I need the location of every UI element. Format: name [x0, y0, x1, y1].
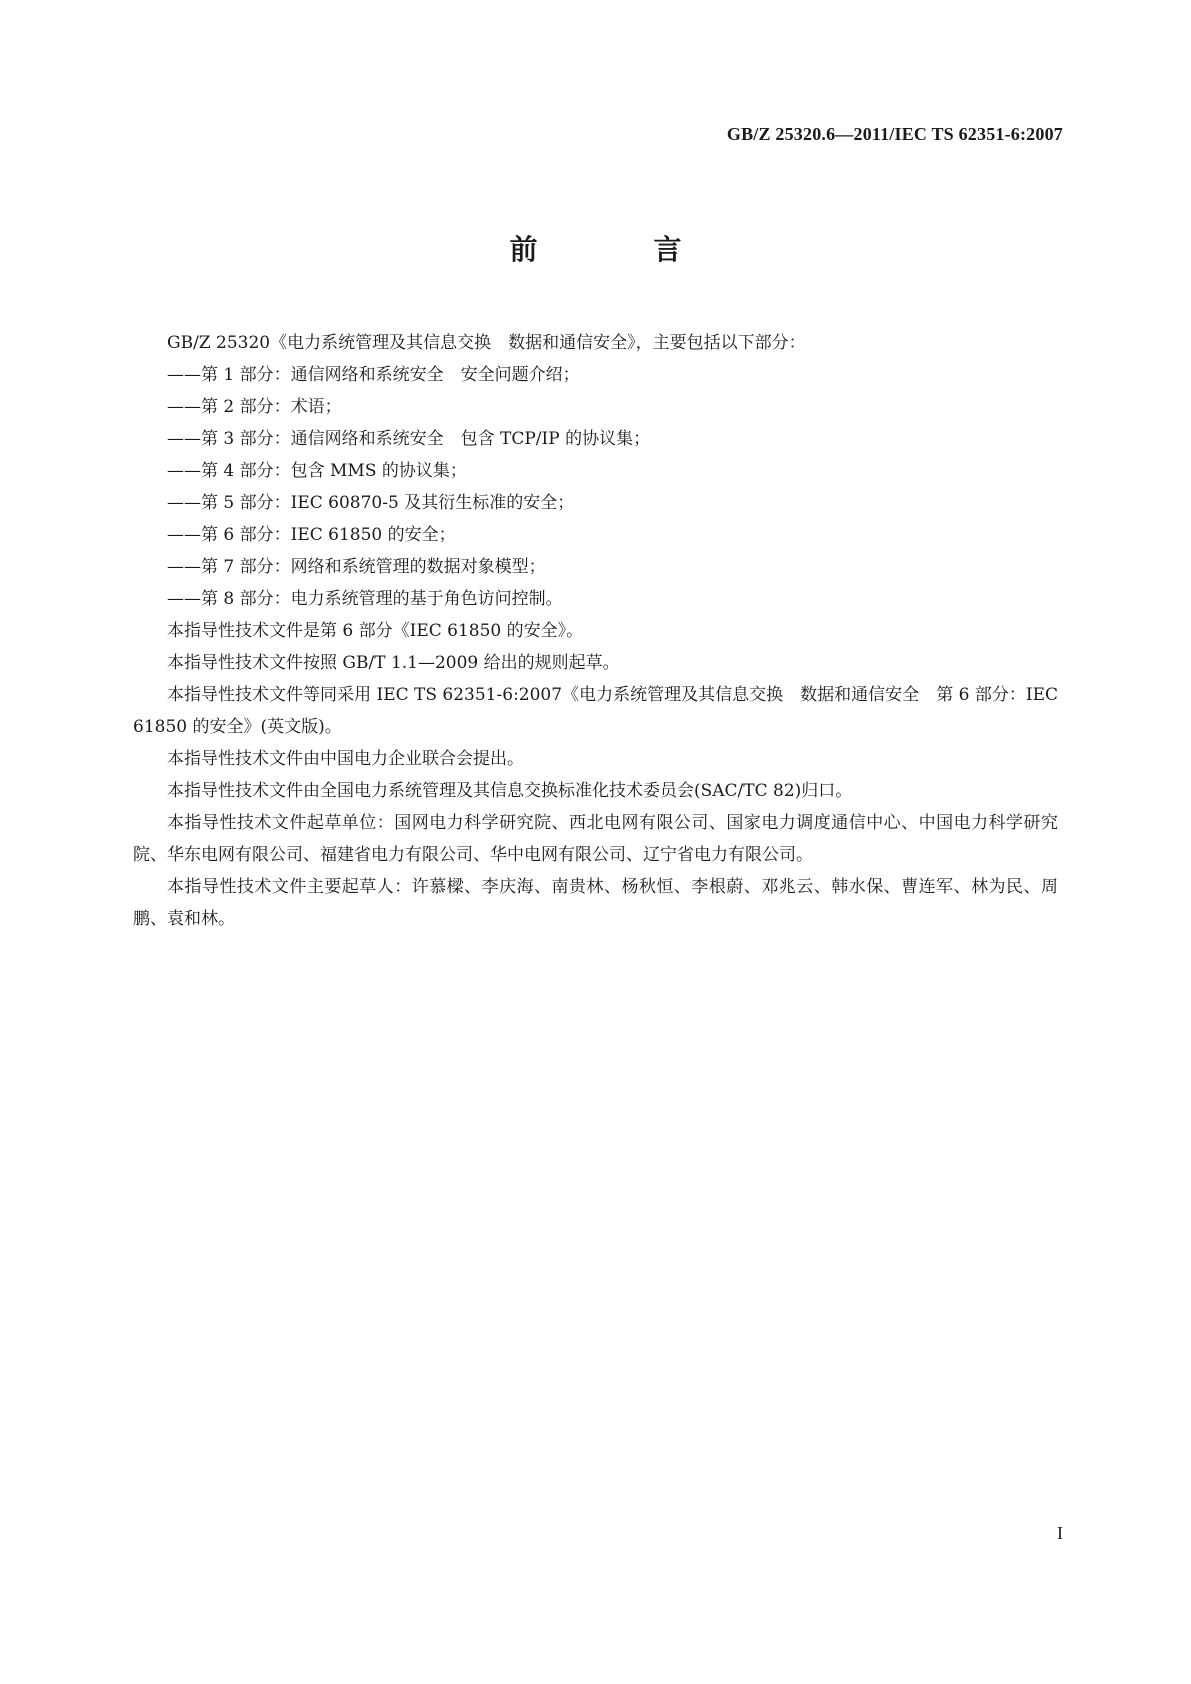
paragraph-intro: GB/Z 25320《电力系统管理及其信息交换 数据和通信安全》，主要包括以下部分： [167, 333, 806, 353]
list-item-part-6: ——第 6 部分：IEC 61850 的安全； [167, 525, 456, 545]
paragraph-drafting-units: 本指导性技术文件起草单位：国网电力科学研究院、西北电网有限公司、国家电力调度通信中心、中国电力科学研究院、华东电网有限公司、福建省电力有限公司、华中电网有限公司、辽宁省电力有限公司。 [133, 813, 1058, 865]
list-item-part-3: ——第 3 部分：通信网络和系统安全 包含 TCP/IP 的协议集； [167, 429, 651, 449]
list-item-part-2: ——第 2 部分：术语； [167, 397, 342, 417]
paragraph-proposer: 本指导性技术文件由中国电力企业联合会提出。 [167, 749, 524, 769]
paragraph-this-part: 本指导性技术文件是第 6 部分《IEC 61850 的安全》。 [167, 621, 584, 641]
paragraph-equivalence: 本指导性技术文件等同采用 IEC TS 62351-6:2007《电力系统管理及其信息交换 数据和通信安全 第 6 部分：IEC 61850 的安全》(英文版)。 [133, 685, 1064, 737]
paragraph-drafters: 本指导性技术文件主要起草人：许慕樑、李庆海、南贵林、杨秋恒、李根蔚、邓兆云、韩水保、曹连军、林为民、周鹏、袁和林。 [133, 877, 1058, 929]
list-item-part-8: ——第 8 部分：电力系统管理的基于角色访问控制。 [167, 589, 563, 609]
paragraph-administrator: 本指导性技术文件由全国电力系统管理及其信息交换标准化技术委员会(SAC/TC 82)归口。 [167, 781, 853, 801]
list-item-part-1: ——第 1 部分：通信网络和系统安全 安全问题介绍； [167, 365, 580, 385]
list-item-part-7: ——第 7 部分：网络和系统管理的数据对象模型； [167, 557, 546, 577]
foreword-body [133, 327, 1064, 935]
paragraph-drafting-rules: 本指导性技术文件按照 GB/T 1.1—2009 给出的规则起草。 [167, 653, 620, 673]
page-number: I [1057, 1523, 1063, 1543]
list-item-part-5: ——第 5 部分：IEC 60870-5 及其衍生标准的安全； [167, 493, 575, 513]
standard-code-header: GB/Z 25320.6—2011/IEC TS 62351-6:2007 [726, 124, 1063, 144]
page-title: 前 言 [509, 233, 726, 266]
list-item-part-4: ——第 4 部分：包含 MMS 的协议集； [167, 461, 467, 481]
